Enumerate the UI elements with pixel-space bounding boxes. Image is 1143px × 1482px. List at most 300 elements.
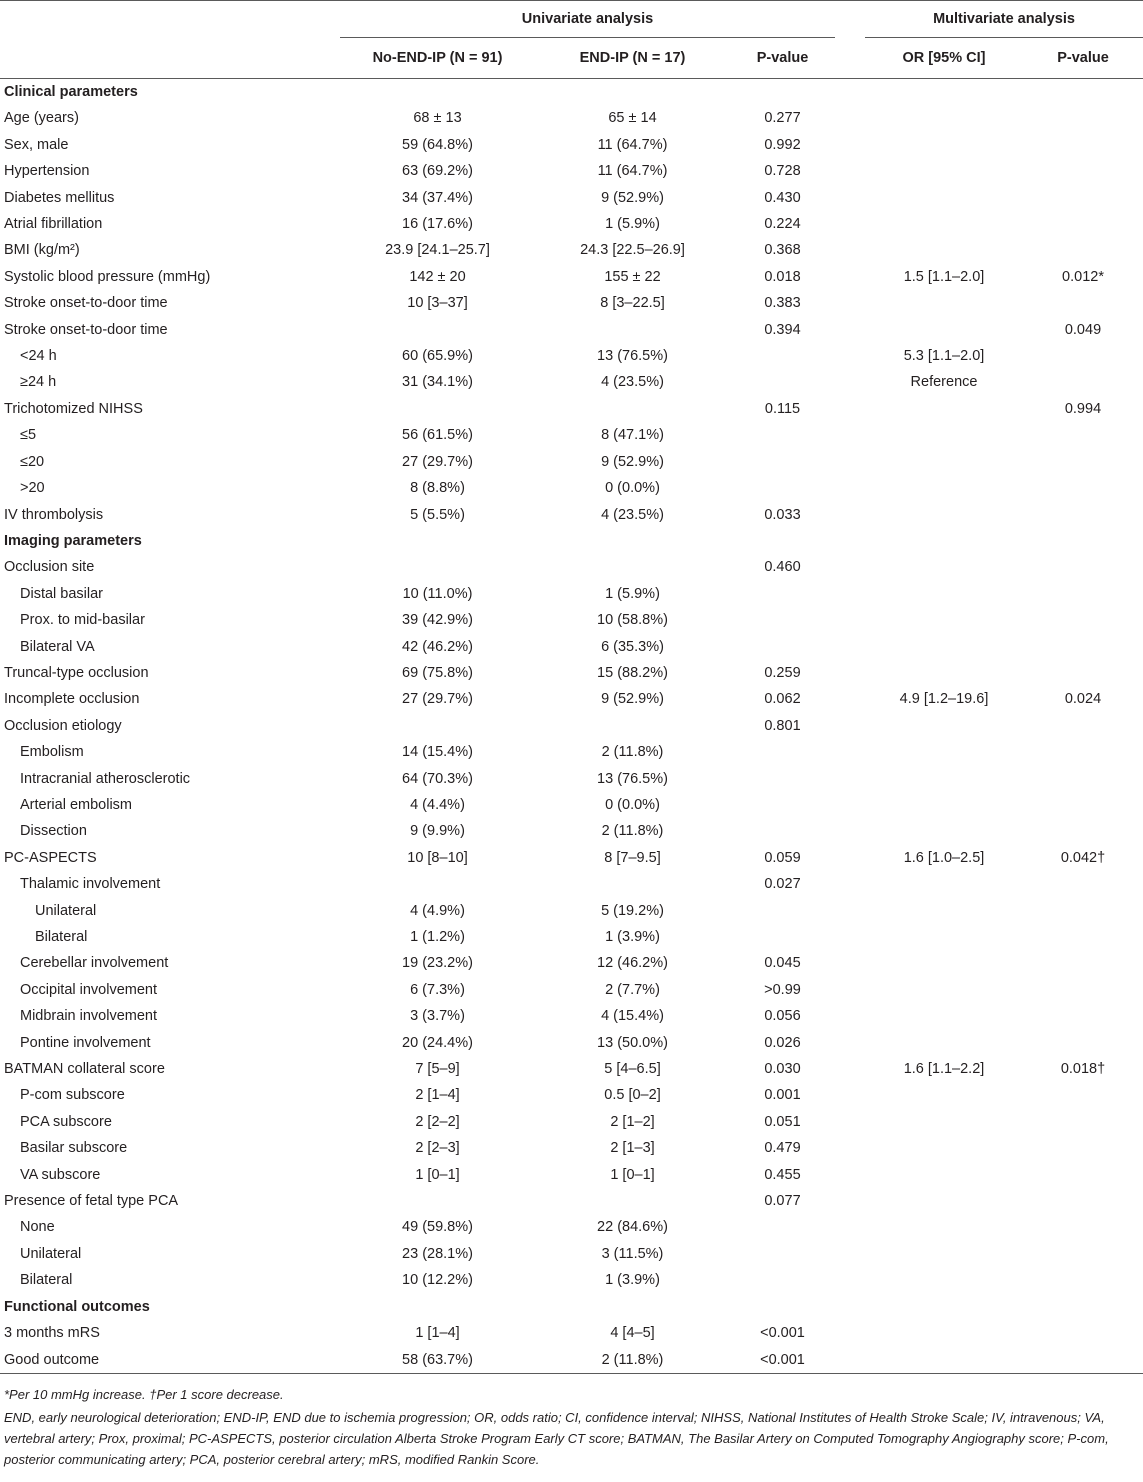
- end-ip-value-cell: 4 (15.4%): [601, 1008, 664, 1025]
- pvalue-univariate-cell: [730, 343, 835, 369]
- end-ip-value-cell: 8 (47.1%): [601, 427, 664, 444]
- or-value-cell: 4.9 [1.2–19.6]: [899, 691, 989, 708]
- table-row: [0, 845, 1143, 871]
- end-ip-value-cell: 11 (64.7%): [597, 163, 668, 180]
- gap-cell: [835, 977, 865, 1003]
- gap-cell: [835, 1162, 865, 1188]
- pvalue-multivariate-cell: [1023, 977, 1143, 1003]
- end-ip-value-cell: 1 (5.9%): [605, 216, 660, 233]
- header-end-ip: END-IP (N = 17): [535, 38, 730, 79]
- no-end-ip-value-cell: 49 (59.8%): [402, 1219, 473, 1236]
- row-label: BMI (kg/m²): [4, 242, 80, 259]
- no-end-ip-value-cell: 23.9 [24.1–25.7]: [385, 242, 490, 259]
- or-value-cell: [865, 1162, 1023, 1188]
- row-label: Trichotomized NIHSS: [4, 400, 143, 417]
- end-ip-value-cell: 10 (58.8%): [597, 612, 668, 629]
- pvalue-univariate-cell: >0.99: [764, 981, 801, 998]
- table-row: [0, 1135, 1143, 1161]
- end-ip-value-cell: 2 [1–2]: [610, 1113, 655, 1130]
- end-ip-value-cell: [535, 317, 730, 343]
- pvalue-multivariate-cell: [1023, 1320, 1143, 1346]
- gap-cell: [835, 211, 865, 237]
- end-ip-value-cell: [535, 396, 730, 422]
- pvalue-univariate-cell: 0.430: [764, 189, 801, 206]
- pvalue-univariate-cell: [730, 1241, 835, 1267]
- table-header: [0, 1, 1143, 79]
- pvalue-multivariate-cell: [1023, 950, 1143, 976]
- or-value-cell: [865, 1135, 1023, 1161]
- end-ip-value-cell: 24.3 [22.5–26.9]: [580, 242, 685, 259]
- no-end-ip-value-cell: 34 (37.4%): [402, 189, 473, 206]
- no-end-ip-value-cell: 7 [5–9]: [415, 1061, 460, 1078]
- row-label: BATMAN collateral score: [4, 1061, 165, 1078]
- row-label: Sex, male: [4, 136, 69, 153]
- pvalue-univariate-cell: 0.018: [764, 268, 801, 285]
- table-row: [0, 1320, 1143, 1346]
- or-value-cell: [865, 792, 1023, 818]
- header-blank: [0, 1, 340, 38]
- no-end-ip-value-cell: [340, 317, 535, 343]
- no-end-ip-value-cell: 2 [2–3]: [415, 1140, 460, 1157]
- pvalue-multivariate-cell: [1023, 1003, 1143, 1029]
- header-gap2: [835, 38, 865, 79]
- pvalue-multivariate-cell: 0.018†: [1060, 1061, 1106, 1078]
- row-label: >20: [20, 480, 45, 497]
- end-ip-value-cell: [535, 871, 730, 897]
- pvalue-univariate-cell: 0.059: [764, 849, 801, 866]
- gap-cell: [835, 554, 865, 580]
- no-end-ip-value-cell: 27 (29.7%): [402, 453, 473, 470]
- or-value-cell: [865, 1214, 1023, 1240]
- pvalue-univariate-cell: [730, 792, 835, 818]
- or-value-cell: [865, 185, 1023, 211]
- end-ip-value-cell: 0 (0.0%): [605, 480, 660, 497]
- end-ip-value-cell: 12 (46.2%): [597, 955, 668, 972]
- end-ip-value-cell: 9 (52.9%): [601, 453, 664, 470]
- gap-cell: [835, 79, 865, 106]
- end-ip-value-cell: [535, 528, 730, 554]
- row-label: PC-ASPECTS: [4, 849, 97, 866]
- end-ip-value-cell: 1 (3.9%): [605, 929, 660, 945]
- gap-cell: [835, 185, 865, 211]
- header-or: OR [95% CI]: [865, 38, 1023, 79]
- end-ip-value-cell: 5 (19.2%): [601, 902, 664, 919]
- end-ip-value-cell: 1 (5.9%): [605, 585, 660, 602]
- row-label: Bilateral VA: [20, 638, 95, 655]
- end-ip-value-cell: 8 [3–22.5]: [600, 295, 665, 312]
- table-row: [0, 1082, 1143, 1108]
- end-ip-value-cell: 9 (52.9%): [601, 189, 664, 206]
- gap-cell: [835, 449, 865, 475]
- row-label: Basilar subscore: [20, 1140, 128, 1157]
- no-end-ip-value-cell: [340, 554, 535, 580]
- gap-cell: [835, 528, 865, 554]
- table-row: [0, 369, 1143, 395]
- pvalue-multivariate-cell: [1023, 528, 1143, 554]
- pvalue-univariate-cell: [730, 581, 835, 607]
- pvalue-multivariate-cell: [1023, 502, 1143, 528]
- end-ip-value-cell: 2 (7.7%): [605, 981, 660, 998]
- end-ip-value-cell: [535, 554, 730, 580]
- row-label: Dissection: [20, 823, 87, 840]
- or-value-cell: [865, 818, 1023, 844]
- or-value-cell: 1.6 [1.1–2.2]: [903, 1061, 985, 1078]
- or-value-cell: [865, 132, 1023, 158]
- table-row: [0, 634, 1143, 660]
- table-row: [0, 502, 1143, 528]
- gap-cell: [835, 581, 865, 607]
- row-label: Unilateral: [20, 1245, 82, 1262]
- no-end-ip-value-cell: 58 (63.7%): [340, 1347, 535, 1374]
- end-ip-value-cell: 13 (76.5%): [597, 348, 668, 365]
- pvalue-multivariate-cell: 0.994: [1064, 400, 1102, 417]
- or-value-cell: [865, 1003, 1023, 1029]
- or-value-cell: [865, 634, 1023, 660]
- no-end-ip-value-cell: 3 (3.7%): [410, 1008, 465, 1025]
- pvalue-univariate-cell: 0.479: [764, 1140, 801, 1157]
- gap-cell: [835, 1320, 865, 1346]
- gap-cell: [835, 792, 865, 818]
- row-label: Arterial embolism: [20, 796, 132, 813]
- row-label: Embolism: [20, 744, 84, 761]
- row-label: ≥24 h: [20, 374, 57, 391]
- row-label: Occlusion site: [4, 559, 95, 576]
- row-label: Bilateral: [20, 1272, 73, 1289]
- or-value-cell: [865, 1030, 1023, 1056]
- pvalue-univariate-cell: 0.992: [764, 136, 801, 153]
- gap-cell: [835, 1347, 865, 1374]
- section-row: [0, 1294, 1143, 1320]
- row-label: Cerebellar involvement: [20, 955, 169, 972]
- section-heading: Clinical parameters: [4, 84, 138, 100]
- table-row: [0, 1030, 1143, 1056]
- pvalue-univariate-cell: 0.056: [764, 1008, 801, 1025]
- row-label: Occipital involvement: [20, 981, 157, 998]
- no-end-ip-value-cell: 2 [2–2]: [415, 1113, 460, 1130]
- pvalue-multivariate-cell: [1023, 237, 1143, 263]
- pvalue-multivariate-cell: [1023, 1267, 1143, 1293]
- gap-cell: [835, 766, 865, 792]
- pvalue-multivariate-cell: [1023, 1109, 1143, 1135]
- table-row: [0, 607, 1143, 633]
- or-value-cell: Reference: [910, 374, 978, 391]
- or-value-cell: [865, 422, 1023, 448]
- row-label: 3 months mRS: [4, 1325, 100, 1342]
- pvalue-univariate-cell: 0.033: [764, 506, 801, 523]
- no-end-ip-value-cell: 1 [1–4]: [415, 1325, 460, 1342]
- or-value-cell: [865, 950, 1023, 976]
- row-label: ≤5: [20, 427, 37, 444]
- pvalue-multivariate-cell: [1023, 766, 1143, 792]
- or-value-cell: [865, 528, 1023, 554]
- or-value-cell: [865, 607, 1023, 633]
- pvalue-univariate-cell: 0.027: [764, 876, 801, 893]
- pvalue-univariate-cell: 0.224: [764, 216, 801, 233]
- pvalue-univariate-cell: [730, 1294, 835, 1320]
- row-label: Bilateral: [35, 929, 88, 945]
- pvalue-multivariate-cell: [1023, 1214, 1143, 1240]
- row-label: Truncal-type occlusion: [4, 664, 149, 681]
- gap-cell: [835, 1030, 865, 1056]
- gap-cell: [835, 1241, 865, 1267]
- or-value-cell: [865, 290, 1023, 316]
- or-value-cell: [865, 1082, 1023, 1108]
- pvalue-univariate-cell: 0.259: [764, 664, 801, 681]
- row-label: Occlusion etiology: [4, 717, 122, 734]
- header-multivariate: Multivariate analysis: [865, 1, 1143, 38]
- or-value-cell: [865, 1347, 1023, 1374]
- or-value-cell: [865, 502, 1023, 528]
- gap-cell: [835, 396, 865, 422]
- table-row: [0, 1188, 1143, 1214]
- pvalue-multivariate-cell: [1023, 818, 1143, 844]
- pvalue-multivariate-cell: [1023, 158, 1143, 184]
- header-label-blank: [0, 38, 340, 79]
- section-heading: Imaging parameters: [4, 532, 142, 549]
- table-row: [0, 766, 1143, 792]
- table-row: [0, 1241, 1143, 1267]
- pvalue-multivariate-cell: [1023, 1082, 1143, 1108]
- row-label: Hypertension: [4, 163, 90, 180]
- or-value-cell: [865, 237, 1023, 263]
- or-value-cell: [865, 924, 1023, 950]
- no-end-ip-value-cell: 14 (15.4%): [402, 744, 473, 761]
- table-row: [0, 581, 1143, 607]
- pvalue-multivariate-cell: [1023, 792, 1143, 818]
- gap-cell: [835, 1082, 865, 1108]
- no-end-ip-value-cell: 68 ± 13: [413, 110, 462, 127]
- row-label: Stroke onset-to-door time: [4, 321, 168, 338]
- table-row: [0, 317, 1143, 343]
- row-label: VA subscore: [20, 1166, 101, 1183]
- gap-cell: [835, 132, 865, 158]
- pvalue-multivariate-cell: [1023, 739, 1143, 765]
- pvalue-multivariate-cell: [1023, 607, 1143, 633]
- no-end-ip-value-cell: [340, 713, 535, 739]
- row-label: Diabetes mellitus: [4, 189, 115, 206]
- row-label: Stroke onset-to-door time: [4, 295, 168, 312]
- table-row: [0, 475, 1143, 501]
- no-end-ip-value-cell: 9 (9.9%): [410, 823, 465, 840]
- no-end-ip-value-cell: 1 (1.2%): [410, 929, 465, 945]
- pvalue-multivariate-cell: [1023, 1188, 1143, 1214]
- no-end-ip-value-cell: 60 (65.9%): [402, 348, 473, 365]
- pvalue-multivariate-cell: [1023, 713, 1143, 739]
- row-label: Age (years): [4, 110, 79, 127]
- end-ip-value-cell: 2 (11.8%): [601, 823, 664, 840]
- or-value-cell: [865, 1294, 1023, 1320]
- gap-cell: [835, 237, 865, 263]
- row-label: Unilateral: [35, 902, 97, 919]
- section-heading: Functional outcomes: [4, 1298, 150, 1315]
- no-end-ip-value-cell: 10 (11.0%): [402, 585, 473, 602]
- no-end-ip-value-cell: 6 (7.3%): [410, 981, 465, 998]
- gap-cell: [835, 845, 865, 871]
- pvalue-univariate-cell: 0.801: [764, 717, 801, 734]
- or-value-cell: [865, 871, 1023, 897]
- end-ip-value-cell: 3 (11.5%): [601, 1245, 664, 1262]
- section-row: [0, 79, 1143, 106]
- gap-cell: [835, 739, 865, 765]
- no-end-ip-value-cell: 10 [3–37]: [407, 295, 468, 312]
- no-end-ip-value-cell: 31 (34.1%): [402, 374, 473, 391]
- pvalue-multivariate-cell: [1023, 581, 1143, 607]
- no-end-ip-value-cell: 39 (42.9%): [402, 612, 473, 629]
- end-ip-value-cell: 15 (88.2%): [597, 664, 668, 681]
- pvalue-multivariate-cell: [1023, 660, 1143, 686]
- pvalue-multivariate-cell: [1023, 449, 1143, 475]
- gap-cell: [835, 343, 865, 369]
- end-ip-value-cell: 9 (52.9%): [601, 691, 664, 708]
- gap-cell: [835, 713, 865, 739]
- row-label: ≤20: [20, 453, 45, 470]
- pvalue-multivariate-cell: [1023, 634, 1143, 660]
- gap-cell: [835, 1109, 865, 1135]
- gap-cell: [835, 290, 865, 316]
- end-ip-value-cell: 2 (11.8%): [601, 744, 664, 761]
- no-end-ip-value-cell: [340, 79, 535, 106]
- end-ip-value-cell: 4 [4–5]: [610, 1325, 655, 1342]
- gap-cell: [835, 158, 865, 184]
- pvalue-multivariate-cell: 0.012*: [1062, 268, 1104, 285]
- gap-cell: [835, 871, 865, 897]
- table-row: [0, 422, 1143, 448]
- no-end-ip-value-cell: 23 (28.1%): [402, 1245, 473, 1262]
- end-ip-value-cell: [535, 1188, 730, 1214]
- end-ip-value-cell: 65 ± 14: [608, 110, 657, 127]
- table-row: [0, 871, 1143, 897]
- pvalue-multivariate-cell: [1023, 1294, 1143, 1320]
- no-end-ip-value-cell: 19 (23.2%): [402, 955, 473, 972]
- gap-cell: [835, 1188, 865, 1214]
- table-body: [0, 79, 1143, 1374]
- end-ip-value-cell: 5 [4–6.5]: [604, 1061, 661, 1078]
- pvalue-univariate-cell: [730, 475, 835, 501]
- or-value-cell: [865, 1267, 1023, 1293]
- table-row: [0, 792, 1143, 818]
- no-end-ip-value-cell: [340, 1294, 535, 1320]
- no-end-ip-value-cell: [340, 871, 535, 897]
- no-end-ip-value-cell: 4 (4.4%): [410, 796, 465, 813]
- or-value-cell: [865, 79, 1023, 106]
- pvalue-multivariate-cell: [1023, 79, 1143, 106]
- row-label: PCA subscore: [20, 1113, 112, 1130]
- end-ip-value-cell: 0.5 [0–2]: [604, 1087, 661, 1104]
- table-row: [0, 1003, 1143, 1029]
- row-label: Systolic blood pressure (mmHg): [4, 268, 211, 285]
- table-row: [0, 449, 1143, 475]
- gap-cell: [835, 924, 865, 950]
- table-row: [0, 924, 1143, 950]
- gap-cell: [835, 422, 865, 448]
- pvalue-univariate-cell: [730, 607, 835, 633]
- no-end-ip-value-cell: 27 (29.7%): [402, 691, 473, 708]
- table-row: [0, 898, 1143, 924]
- no-end-ip-value-cell: [340, 528, 535, 554]
- table-row: [0, 105, 1143, 131]
- gap-cell: [835, 1267, 865, 1293]
- table-row: [0, 554, 1143, 580]
- pvalue-univariate-cell: 0.728: [764, 163, 801, 180]
- pvalue-multivariate-cell: [1023, 1347, 1143, 1374]
- or-value-cell: [865, 1320, 1023, 1346]
- no-end-ip-value-cell: [340, 1188, 535, 1214]
- or-value-cell: [865, 449, 1023, 475]
- pvalue-multivariate-cell: [1023, 185, 1143, 211]
- no-end-ip-value-cell: 63 (69.2%): [402, 163, 473, 180]
- no-end-ip-value-cell: 142 ± 20: [409, 268, 466, 285]
- table-row: [0, 343, 1143, 369]
- pvalue-multivariate-cell: [1023, 1241, 1143, 1267]
- row-label: Good outcome: [0, 1347, 340, 1374]
- pvalue-univariate-cell: [730, 1214, 835, 1240]
- no-end-ip-value-cell: 1 [0–1]: [415, 1166, 460, 1183]
- end-ip-value-cell: 6 (35.3%): [601, 638, 664, 655]
- table-row: [0, 264, 1143, 290]
- pvalue-univariate-cell: 0.062: [764, 691, 801, 708]
- gap-cell: [835, 1294, 865, 1320]
- gap-cell: [835, 686, 865, 712]
- no-end-ip-value-cell: 10 (12.2%): [402, 1272, 473, 1289]
- table-row: [0, 211, 1143, 237]
- table-row: [0, 1347, 1143, 1374]
- pvalue-univariate-cell: [730, 1267, 835, 1293]
- table-row: [0, 950, 1143, 976]
- end-ip-value-cell: 4 (23.5%): [601, 374, 664, 391]
- pvalue-multivariate-cell: 0.049: [1064, 321, 1102, 338]
- or-value-cell: [865, 1109, 1023, 1135]
- or-value-cell: [865, 105, 1023, 131]
- row-label: IV thrombolysis: [4, 506, 104, 523]
- row-label: None: [20, 1219, 55, 1236]
- no-end-ip-value-cell: 56 (61.5%): [402, 427, 473, 444]
- pvalue-multivariate-cell: 0.024: [1064, 691, 1102, 708]
- end-ip-value-cell: 22 (84.6%): [597, 1219, 668, 1236]
- gap-cell: [835, 475, 865, 501]
- pvalue-univariate-cell: 0.001: [764, 1087, 801, 1104]
- header-no-end-ip: No-END-IP (N = 91): [340, 38, 535, 79]
- no-end-ip-value-cell: 4 (4.9%): [410, 902, 465, 919]
- pvalue-univariate-cell: [730, 739, 835, 765]
- no-end-ip-value-cell: 69 (75.8%): [402, 664, 473, 681]
- gap-cell: [835, 369, 865, 395]
- pvalue-multivariate-cell: [1023, 924, 1143, 950]
- pvalue-multivariate-cell: [1023, 369, 1143, 395]
- row-label: Thalamic involvement: [20, 876, 161, 893]
- table-row: [0, 1214, 1143, 1240]
- pvalue-multivariate-cell: [1023, 1162, 1143, 1188]
- pvalue-multivariate-cell: [1023, 871, 1143, 897]
- table-row: [0, 1162, 1143, 1188]
- end-ip-value-cell: 2 [1–3]: [610, 1140, 655, 1157]
- pvalue-multivariate-cell: [1023, 290, 1143, 316]
- table-row: [0, 237, 1143, 263]
- footnotes: [0, 1374, 1143, 1470]
- end-ip-value-cell: [535, 713, 730, 739]
- end-ip-value-cell: [535, 79, 730, 106]
- row-label: Prox. to mid-basilar: [20, 612, 145, 629]
- header-pvalue: P-value: [730, 38, 835, 79]
- table-row: [0, 1056, 1143, 1082]
- pvalue-univariate-cell: 0.383: [764, 295, 801, 312]
- row-label: Incomplete occlusion: [4, 691, 140, 708]
- pvalue-univariate-cell: 0.394: [764, 321, 801, 338]
- or-value-cell: [865, 158, 1023, 184]
- pvalue-univariate-cell: <0.001: [730, 1347, 835, 1374]
- or-value-cell: [865, 660, 1023, 686]
- pvalue-univariate-cell: 0.455: [764, 1166, 801, 1183]
- or-value-cell: [865, 396, 1023, 422]
